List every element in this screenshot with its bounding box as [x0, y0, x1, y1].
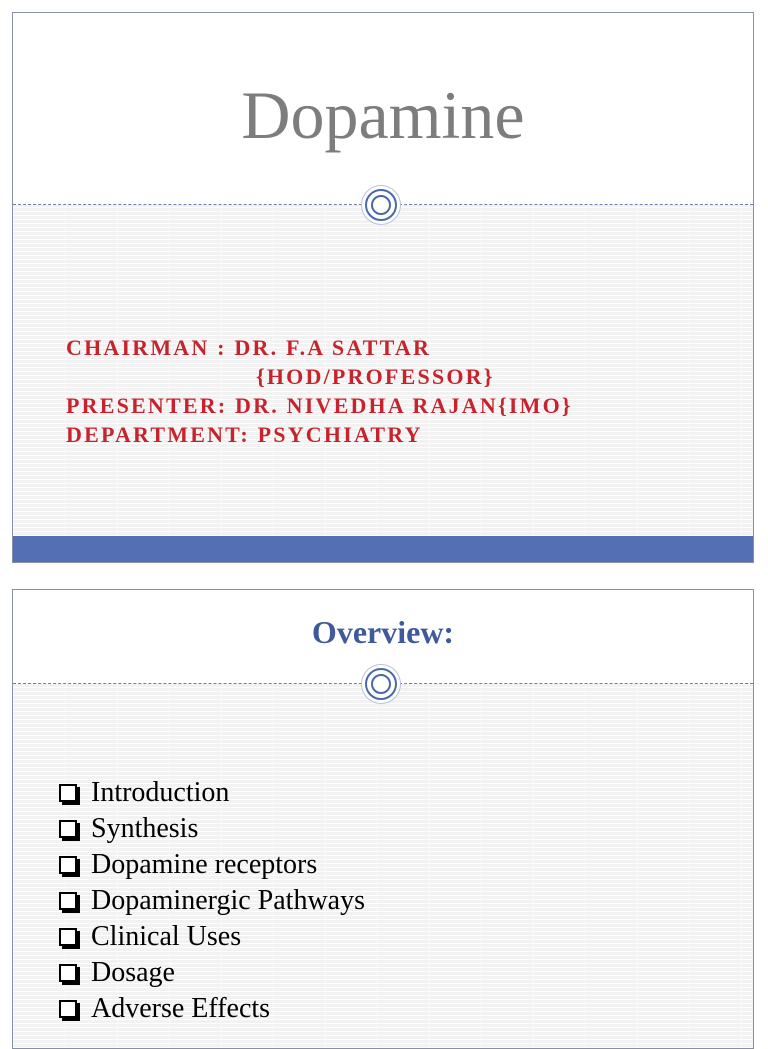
- list-item: [59, 919, 365, 955]
- checkbox-icon: [59, 1000, 77, 1018]
- presentation-credits: [66, 333, 573, 449]
- checkbox-icon: [59, 892, 77, 910]
- list-item-label: Adverse Effects: [91, 993, 271, 1024]
- list-item-label: Clinical Uses: [91, 921, 242, 952]
- list-item-label: Dopamine receptors: [91, 849, 318, 880]
- list-item: [59, 811, 365, 847]
- department-line: DEPARTMENT: PSYCHIATRY: [66, 422, 423, 447]
- slide-title: Dopamine: [241, 77, 525, 153]
- overview-slide: [12, 589, 754, 1049]
- list-item: [59, 775, 365, 811]
- agenda-list: [59, 775, 365, 1027]
- list-item: [59, 883, 365, 919]
- chairman-line: CHAIRMAN : DR. F.A SATTAR: [66, 335, 432, 360]
- ring-icon: [365, 668, 397, 700]
- checkbox-icon: [59, 928, 77, 946]
- list-item-label: Dopaminergic Pathways: [91, 885, 365, 916]
- title-slide: [12, 12, 754, 563]
- checkbox-icon: [59, 784, 77, 802]
- list-item-label: Synthesis: [91, 813, 199, 844]
- checkbox-icon: [59, 856, 77, 874]
- checkbox-icon: [59, 964, 77, 982]
- checkbox-icon: [59, 820, 77, 838]
- ring-icon: [365, 189, 397, 221]
- presenter-line: PRESENTER: DR. NIVEDHA RAJAN{IMO}: [66, 393, 573, 418]
- list-item: [59, 847, 365, 883]
- list-item: [59, 955, 365, 991]
- bottom-accent-bar: [13, 536, 753, 562]
- list-item-label: Introduction: [91, 777, 230, 808]
- list-item-label: Dosage: [91, 957, 175, 988]
- chairman-role: {HOD/PROFESSOR}: [256, 364, 495, 389]
- list-item: [59, 991, 365, 1027]
- overview-title: Overview:: [311, 614, 455, 650]
